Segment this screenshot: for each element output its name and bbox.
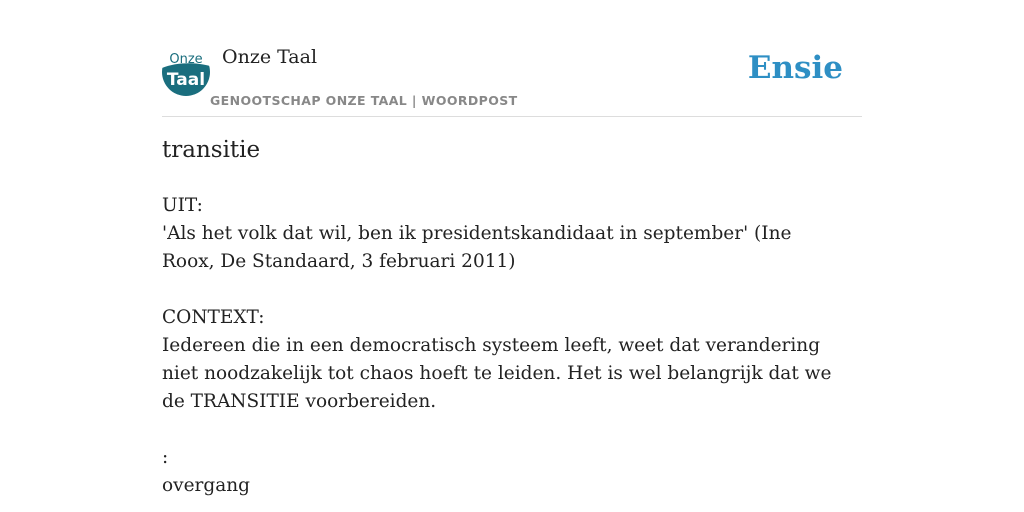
onze-taal-logo[interactable] [162,48,210,96]
entry-content [162,192,842,500]
paragraph-spacer [162,276,842,304]
logo-text-bottom: Taal [166,70,206,90]
site-name[interactable]: Onze Taal [222,46,318,68]
site-subtitle: GENOOTSCHAP ONZE TAAL | WOORDPOST [210,93,518,108]
ensie-brand-link[interactable]: Ensie [747,50,843,86]
logo-text-top: Onze [169,52,203,67]
meaning-text: overgang [162,475,251,496]
context-label: CONTEXT: [162,307,265,328]
context-text: Iedereen die in een democratisch systeem leeft, weet dat verandering niet noodzakelijk tot chaos hoeft te leiden. Het is wel belangrijk dat we de TRANSITIE voorbereiden. [162,335,832,412]
meaning-label: : [162,447,169,468]
uit-text: 'Als het volk dat wil, ben ik presidentskandidaat in september' (Ine Roox, De Standaard, 3 februari 2011) [162,223,792,272]
uit-label: UIT: [162,195,203,216]
site-header [162,40,862,117]
entry-title: transitie [162,137,261,163]
paragraph-spacer [162,416,842,444]
